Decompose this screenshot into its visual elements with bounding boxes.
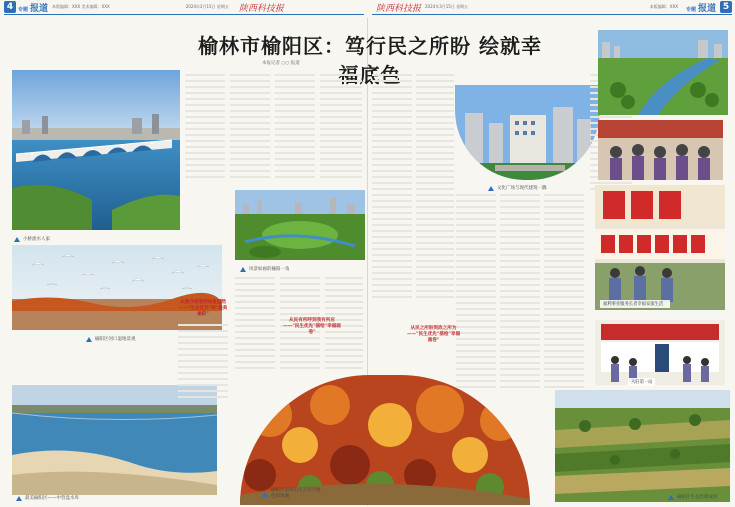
left-text-col3 (275, 72, 315, 182)
right-text-col2 (416, 72, 454, 302)
subhead-2: 从民有所呼到我有所应——"民生优先"描绘"幸福画卷" (283, 318, 341, 335)
header-meta-right: 本版编辑：XXX (649, 4, 678, 9)
photo-elder-sign (595, 185, 725, 310)
subhead-1: 从黄沙滚滚到绿意盎然——"生态优先"铸"最美榆阳" (178, 300, 228, 317)
elderly-image (598, 120, 723, 180)
header-date: 2024年3月15日 星期五 (185, 4, 229, 9)
left-text-col1 (185, 72, 225, 182)
caption-lake: 最美榆阳区——中营盘水库 (16, 495, 79, 501)
farmland-image (555, 390, 730, 502)
photo-city-buildings (455, 85, 600, 180)
photo-farmland (555, 390, 730, 502)
photo-river-right (598, 30, 728, 115)
right-page-header (372, 0, 732, 15)
subhead-3: 从民之所盼到政之所为——"民生优先"描绘"幸福画卷" (406, 326, 461, 343)
photo-autumn (240, 375, 530, 505)
bridge-image (12, 70, 180, 230)
center-image (595, 320, 725, 385)
header-date-right: 2024年3月15日 星期五 (425, 4, 469, 9)
photo-city-green (235, 190, 365, 260)
article-byline: 本报记者 ○○ 报道 (262, 61, 300, 66)
autumn-image (240, 375, 530, 505)
page-number: 4 (4, 1, 16, 13)
caption-autumn: 榆阳区南郊山生万亩大地色彩斑斓 (262, 488, 322, 500)
newspaper-name: 陕西科技报 (238, 3, 284, 14)
left-text-col2 (230, 72, 270, 182)
caption-city-green: 风景如画的榆阳一角 (240, 266, 290, 272)
caption-birds: 榆阳区河口湿地景观 (86, 336, 136, 342)
photo-center (595, 320, 725, 385)
photo-bridge (12, 70, 180, 230)
caption-elderly: 福利事业服务长者幸福安康生活 (600, 300, 670, 308)
left-page-header (4, 0, 364, 15)
header-meta: 本版编辑：XXX 美术编辑：XXX (52, 4, 110, 9)
river-right-image (598, 30, 728, 115)
page-number-right: 5 (720, 1, 732, 13)
left-text-col5 (178, 322, 228, 402)
section-label: 专题 报道 (18, 3, 49, 14)
photo-elderly (598, 120, 723, 180)
elder-sign-image (595, 185, 725, 310)
left-text-col4 (320, 72, 362, 182)
city-buildings-image (455, 85, 600, 180)
city-green-image (235, 190, 365, 260)
right-text-col5 (544, 192, 584, 392)
section-label-right: 专题 报道 (685, 3, 716, 14)
right-text-col3 (456, 192, 496, 392)
left-text-col6 (235, 275, 275, 375)
right-text-col4 (500, 192, 540, 392)
caption-bridge: 小桥流水人家 (14, 236, 50, 242)
right-text-col1 (372, 72, 412, 302)
caption-farmland: 榆阳区生态治理成效 (668, 494, 718, 500)
newspaper-name-right: 陕西科技报 (376, 3, 422, 14)
article-title: 榆林市榆阳区：笃行民之所盼 绘就幸福底色 (198, 34, 542, 87)
caption-center: 入驻第一站 (628, 378, 655, 386)
caption-city-buildings: 文化广场与现代建筑一隅 (488, 185, 547, 191)
